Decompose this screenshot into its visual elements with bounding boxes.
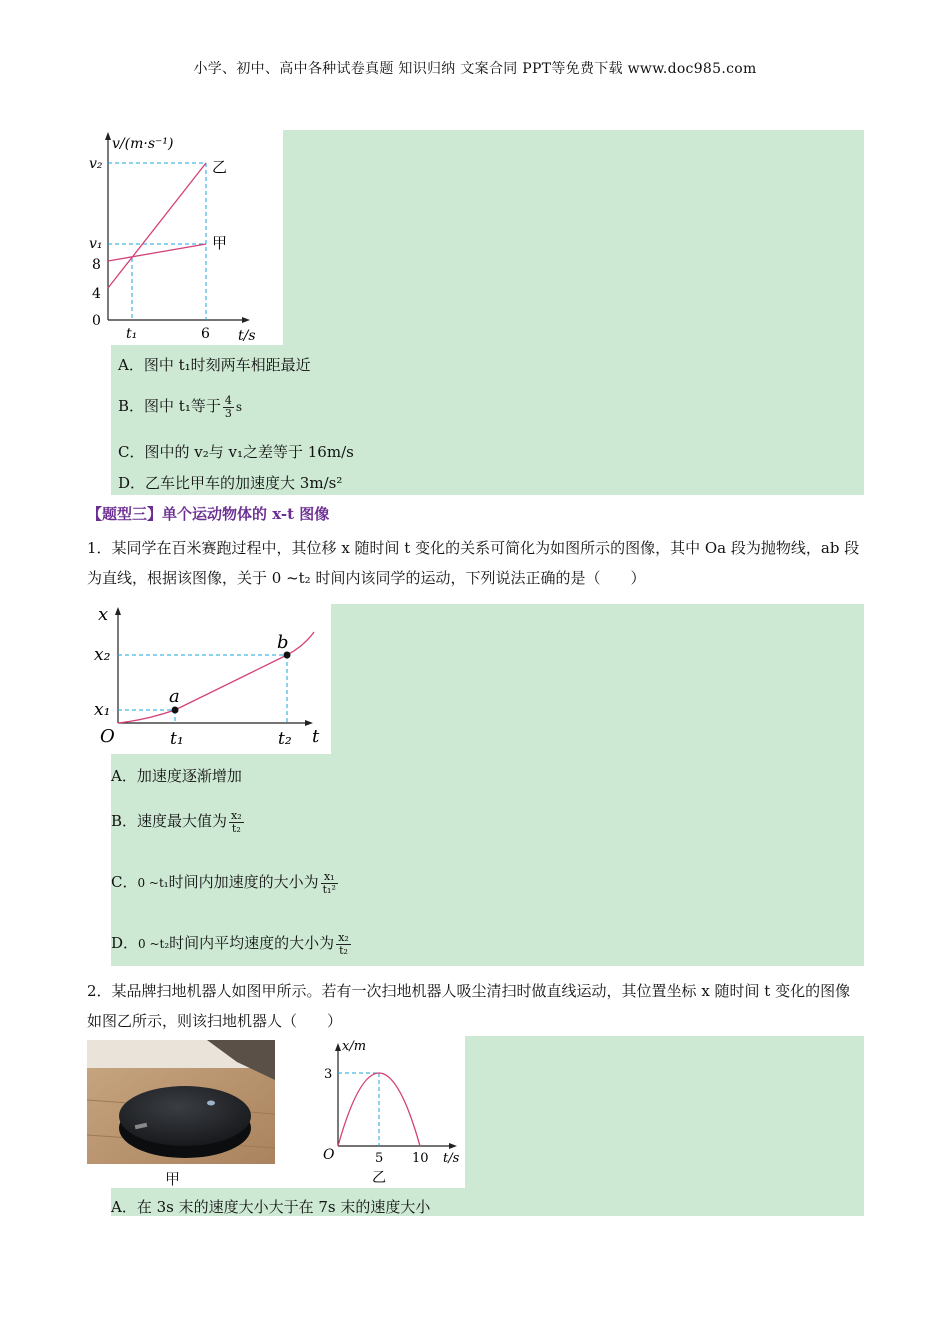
point-a [172, 707, 179, 714]
prev-option-d[interactable]: D．乙车比甲车的加速度大 3m/s² [118, 474, 343, 492]
y-axis-label: v/(m·s⁻¹) [112, 136, 174, 152]
q1-option-d-interval: 0 ~t₂ [138, 937, 170, 951]
fraction-x2-t2-avg: $\frac{\text{x₂}}{\text{t₂}}$ [338, 930, 349, 957]
highlight-block-3 [331, 604, 864, 754]
q1-option-c[interactable] [111, 861, 340, 904]
fraction-x2-t2: $\frac{\text{x₂}}{\text{t₂}}$ [231, 808, 242, 835]
fraction-x1-t1sq: $\frac{\text{x₁}}{\text{t₁²}}$ [322, 869, 336, 896]
y-axis-label: x [98, 604, 109, 625]
y-tick-4: 4 [92, 286, 101, 302]
q1-option-b-text: B．速度最大值为 [111, 812, 228, 830]
x-axis-label: t [312, 726, 320, 747]
q1-option-d-letter: D． [111, 934, 139, 952]
vt-graph [86, 130, 282, 344]
origin-label: O [100, 726, 115, 747]
fraction-4-3: $\frac{4}{3}$ [224, 393, 232, 420]
prev-option-c[interactable]: C．图中的 v₂与 v₁之差等于 16m/s [118, 443, 354, 461]
line-label-jia: 甲 [212, 234, 228, 252]
q1-option-b[interactable] [111, 800, 246, 842]
q1-option-d[interactable] [111, 922, 353, 965]
x-axis-label: t/s [238, 328, 256, 344]
prev-option-a[interactable]: A．图中 t₁时刻两车相距最近 [118, 356, 311, 374]
robot-vacuum-photo [87, 1040, 275, 1164]
xt-graph [86, 604, 330, 754]
y-tick-v1: v₁ [89, 236, 103, 252]
y-tick-0: 0 [92, 313, 101, 329]
y-tick-8: 8 [92, 257, 101, 273]
q2-option-a[interactable]: A．在 3s 末的速度大小大于在 7s 末的速度大小 [111, 1198, 431, 1216]
q1-option-d-text: 时间内平均速度的大小为 [169, 934, 335, 952]
x-tick-t2: t₂ [278, 729, 292, 749]
section-title: 【题型三】单个运动物体的 x-t 图像 [87, 505, 330, 523]
point-a-label: a [169, 686, 180, 707]
q2-stem: 2．某品牌扫地机器人如图甲所示。若有一次扫地机器人吸尘清扫时做直线运动，其位置坐标 x 随时间 t 变化的图像如图乙所示，则该扫地机器人（ ） [87, 982, 851, 1030]
x-tick-t1: t₁ [126, 326, 138, 342]
prev-option-b[interactable] [118, 385, 242, 428]
q1-stem: 1．某同学在百米赛跑过程中，其位移 x 随时间 t 变化的关系可简化为如图所示的图像，其中 Oa 段为抛物线，ab 段为直线，根据该图像，关于 0 ~t₂ 时间内该同学的运动，下列说法正确的是（ ） [87, 539, 860, 587]
x-tick-t1: t₁ [170, 729, 184, 749]
y-tick-x2: x₂ [94, 645, 111, 665]
photo-caption: 甲 [165, 1170, 181, 1188]
y-tick-3: 3 [324, 1067, 333, 1082]
x-axis-label: t/s [443, 1151, 460, 1166]
x-tick-10: 10 [412, 1151, 429, 1166]
prev-option-b-text: B．图中 t₁等于 [118, 397, 221, 415]
q1-option-c-text: 时间内加速度的大小为 [168, 873, 319, 891]
y-tick-x1: x₁ [94, 700, 111, 720]
origin-label: O [323, 1147, 335, 1163]
point-b-label: b [277, 632, 289, 653]
q1-option-c-interval: 0 ~t₁ [137, 876, 169, 890]
highlight-block-5 [465, 1036, 864, 1188]
x-tick-5: 5 [375, 1151, 384, 1166]
x-tick-6: 6 [201, 326, 210, 342]
y-axis-label: x/m [342, 1039, 367, 1054]
highlight-block-1 [283, 130, 864, 345]
prev-option-b-unit: s [235, 400, 243, 414]
q1-option-c-letter: C． [111, 873, 138, 891]
y-tick-v2: v₂ [89, 156, 103, 172]
line-label-yi: 乙 [212, 158, 228, 176]
q1-option-a[interactable]: A．加速度逐渐增加 [111, 767, 242, 785]
page-header: 小学、初中、高中各种试卷真题 知识归纳 文案合同 PPT等免费下载 www.doc985.com [193, 61, 757, 77]
robot-xt-graph [318, 1036, 464, 1188]
graph-caption: 乙 [372, 1170, 386, 1186]
